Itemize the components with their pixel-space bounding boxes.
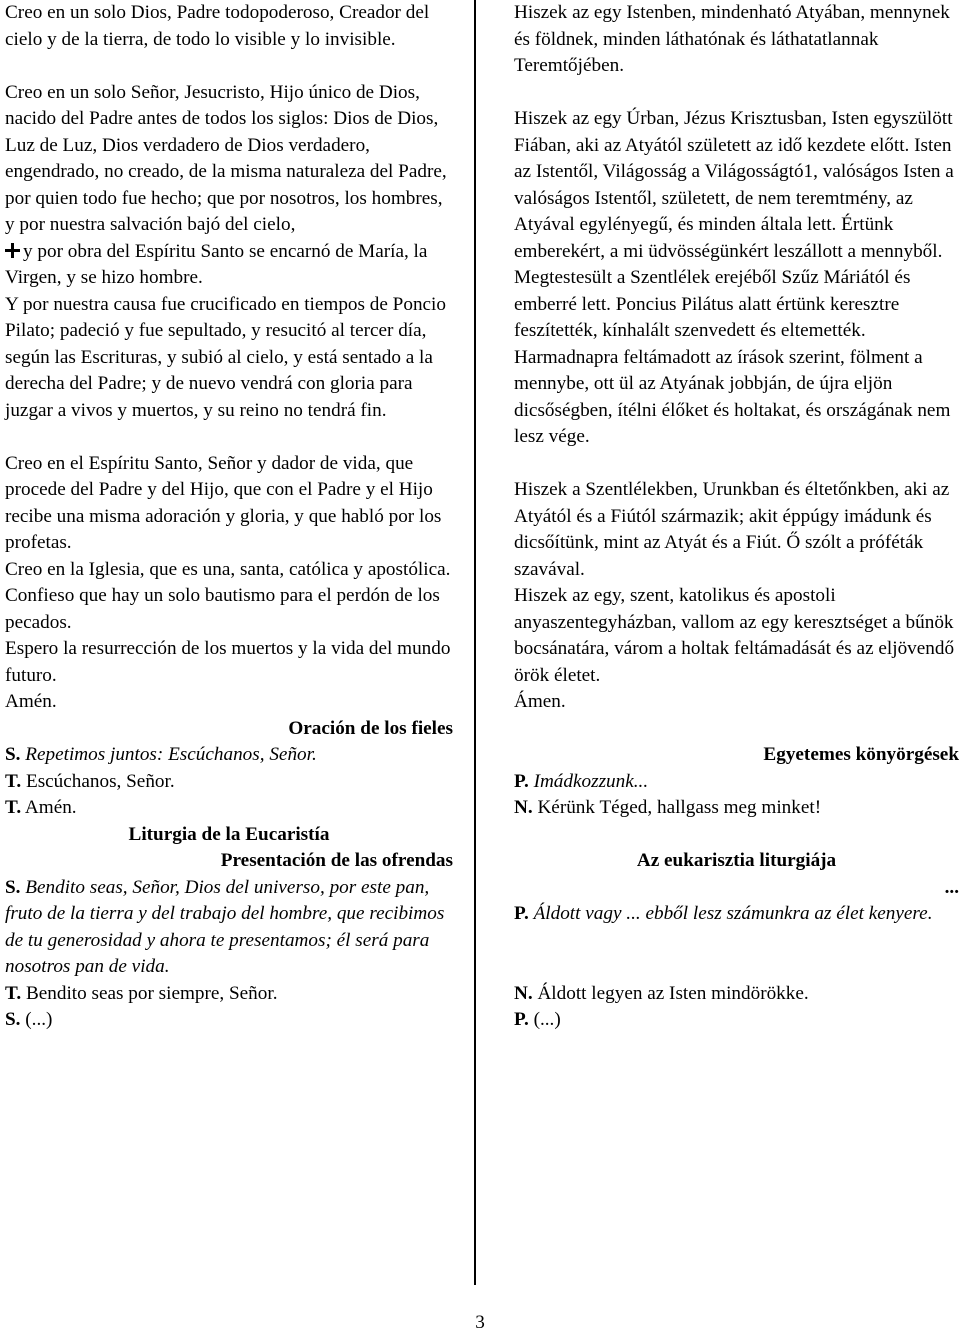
dialogue-text: (...)	[528, 1009, 561, 1030]
page-number: 3	[475, 1312, 485, 1333]
credo-text: y por obra del Espíritu Santo se encarnó de María, la Virgen, y se hizo hombre.	[5, 240, 428, 288]
dialogue-line	[514, 1007, 959, 1034]
credo-paragraph: Espero la resurrección de los muertos y la vida del mundo futuro.	[5, 638, 451, 686]
dialogue-line	[5, 1007, 453, 1034]
dialogue-line	[5, 742, 453, 769]
spacer	[5, 424, 453, 451]
dialogue-text: Áldott legyen az Isten mindörökke.	[532, 982, 809, 1004]
section-heading: Liturgia de la Eucaristía	[128, 823, 330, 845]
speaker-label: P.	[514, 903, 529, 924]
credo-paragraph: Creo en el Espíritu Santo, Señor y dador de vida, que procede del Padre y del Hijo, que con el Padre y el Hijo recibe una misma adoración y gloria, y que habló por los profetas.	[5, 452, 442, 553]
credo-paragraph	[5, 239, 453, 292]
speaker-label: T.	[5, 982, 22, 1004]
dialogue-text: Escúchanos, Señor.	[21, 770, 175, 792]
dialogue-text: (...)	[20, 1009, 53, 1030]
dialogue-text: Áldott vagy ... ebből lesz számunkra az élet kenyere.	[528, 903, 933, 924]
dialogue-line	[514, 795, 959, 822]
cross-icon	[5, 243, 20, 258]
speaker-label: T.	[5, 770, 22, 792]
speaker-label: S.	[5, 876, 21, 898]
dialogue-line	[514, 981, 959, 1008]
section-heading: Oración de los fieles	[288, 717, 453, 739]
speaker-label: S.	[5, 1009, 21, 1030]
dialogue-line	[5, 795, 453, 822]
credo-paragraph: Hiszek az egy Úrban, Jézus Krisztusban, Isten egyszülött Fiában, aki az Atyától született az idő kezdete előtt. Isten az Istentől, Világosság a Világosságtó1, valóságos Isten a valóságos Istentől, született, de nem teremtmény, az Atyával egylényegű, és minden általa lett. Értünk emberekért, a mi üdvösségünkért leszállott a mennyből. Megtestesült a Szentlélek erejéből Szűz Máriától és emberré lett. Poncius Pilátus alatt értünk keresztre feszítették, kínhalált szenvedett és eltemették. Harmadnapra feltámadott az írások szerint, fölment a mennybe, ott ül az Atyának jobbján, de újra eljön dicsőségben, ítélni élőket és holtakat, és országának nem lesz vége.	[514, 108, 954, 447]
speaker-label: N.	[514, 797, 533, 818]
dialogue-text: Bendito seas, Señor, Dios del universo, por este pan, fruto de la tierra y del trabajo del hombre, que recibimos de tu generosidad y ahora te presentamos; él será para nosotros pan de vida.	[5, 876, 445, 977]
dialogue-line	[5, 769, 453, 796]
spacer	[5, 53, 453, 80]
speaker-label: P.	[514, 1009, 529, 1030]
dialogue-text: Amén.	[21, 797, 77, 818]
column-divider	[474, 0, 476, 1285]
credo-paragraph: Hiszek az egy Istenben, mindenható Atyában, mennynek és földnek, minden láthatónak és láthatatlannak Teremtőjében.	[514, 2, 950, 76]
spacer	[514, 451, 959, 478]
credo-paragraph: Hiszek az egy, szent, katolikus és apostoli anyaszentegyházban, vallom az egy keresztséget a bűnök bocsánatára, várom a holtak feltámadását és az eljövendő örök életet.	[514, 585, 955, 686]
section-subheading: Presentación de las ofrendas	[220, 850, 453, 871]
credo-paragraph: Confieso que hay un solo bautismo para el perdón de los pecados.	[5, 585, 440, 633]
dialogue-line	[5, 875, 453, 981]
dialogue-line	[514, 901, 959, 928]
dialogue-text: Kérünk Téged, hallgass meg minket!	[532, 797, 822, 818]
dialogue-text: Repetimos juntos: Escúchanos, Señor.	[20, 744, 317, 765]
dialogue-line	[514, 769, 959, 796]
credo-paragraph: Creo en un solo Dios, Padre todopoderoso, Creador del cielo y de la tierra, de todo lo visible y lo invisible.	[5, 2, 430, 50]
credo-paragraph: Creo en un solo Señor, Jesucristo, Hijo único de Dios, nacido del Padre antes de todos los siglos: Dios de Dios, Luz de Luz, Dios verdadero de Dios verdadero, engendrado, no creado, de la misma naturaleza del Padre, por quien todo fue hecho; que por nosotros, los hombres, y por nuestra salvación bajó del cielo,	[5, 81, 447, 235]
spacer	[514, 954, 959, 981]
section-heading: Az eukarisztia liturgiája	[636, 850, 837, 871]
section-heading: Egyetemes könyörgések	[763, 744, 959, 765]
credo-paragraph: Hiszek a Szentlélekben, Urunkban és éltetőnkben, aki az Atyától és a Fiútól származik; akit éppúgy imádunk és dicsőítünk, mint az Atyát és a Fiút. Ő szólt a próféták szavával.	[514, 479, 950, 580]
dialogue-text: Bendito seas por siempre, Señor.	[21, 982, 278, 1004]
amen-line: Amén.	[5, 691, 57, 712]
speaker-label: T.	[5, 797, 22, 818]
spacer	[514, 928, 959, 955]
dialogue-line	[5, 981, 453, 1008]
spanish-column	[5, 0, 453, 1034]
speaker-label: S.	[5, 744, 21, 765]
speaker-label: P.	[514, 770, 529, 792]
ellipsis-line: ...	[944, 876, 959, 898]
speaker-label: N.	[514, 982, 533, 1004]
dialogue-text: Imádkozzunk...	[528, 770, 649, 792]
spacer	[514, 80, 959, 107]
amen-line: Ámen.	[514, 691, 566, 712]
spacer	[514, 822, 959, 849]
credo-paragraph: Creo en la Iglesia, que es una, santa, católica y apostólica.	[5, 558, 451, 580]
spacer	[514, 716, 959, 743]
hungarian-column	[514, 0, 959, 1034]
credo-paragraph: Y por nuestra causa fue crucificado en tiempos de Poncio Pilato; padeció y fue sepultado, y resucitó al tercer día, según las Escrituras, y subió al cielo, y está sentado a la derecha del Padre; y de nuevo vendrá con gloria para juzgar a vivos y muertos, y su reino no tendrá fin.	[5, 293, 446, 421]
